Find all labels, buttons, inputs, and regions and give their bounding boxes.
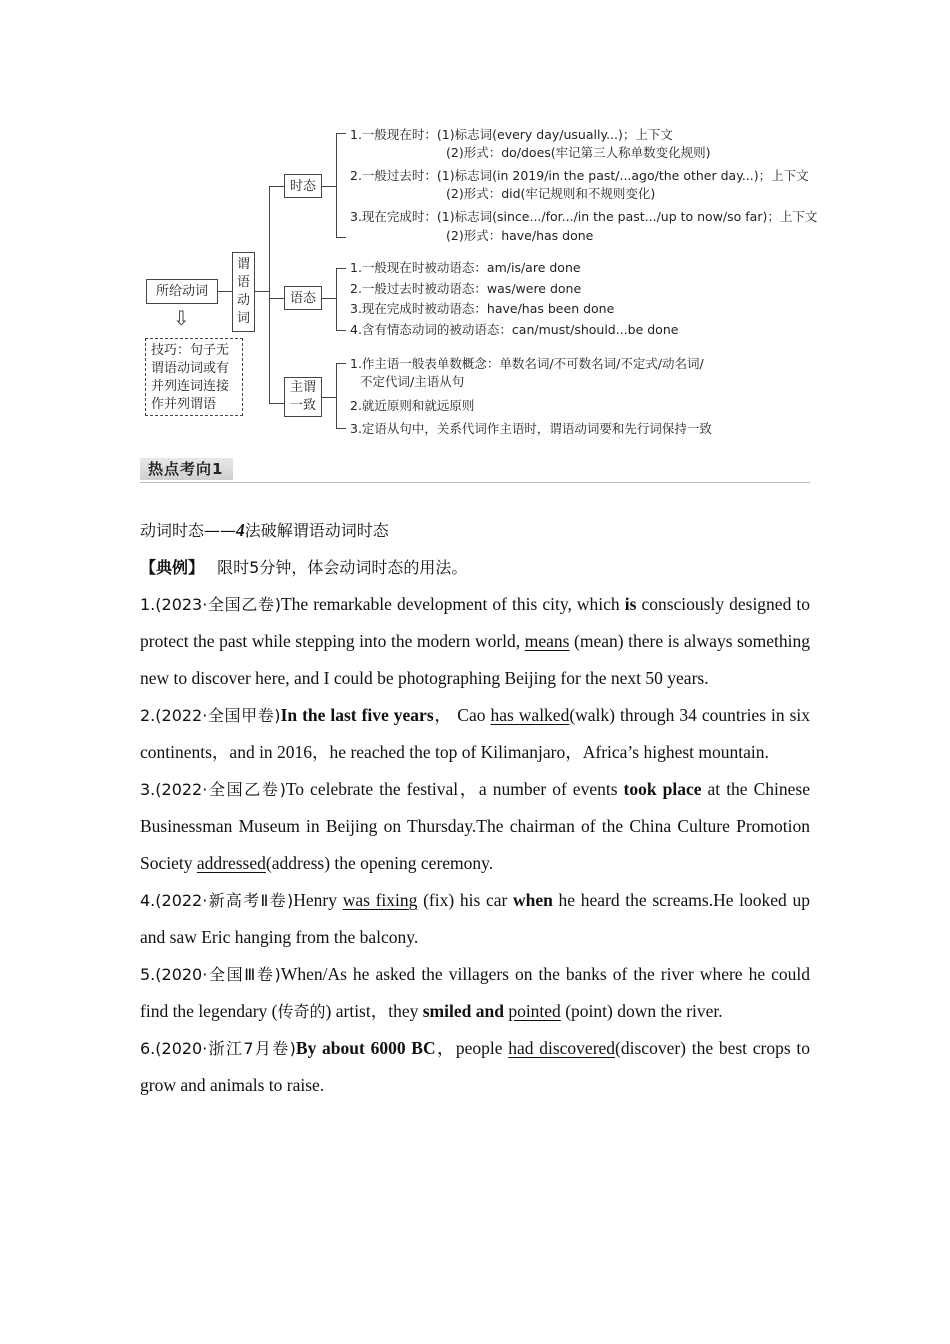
connector	[336, 268, 346, 269]
root-node: 所给动词	[146, 279, 218, 304]
agreement-line: 1.作主语一般表单数概念：单数名词/不可数名词/不定式/动名词/	[350, 356, 704, 371]
subtitle	[140, 512, 810, 549]
grammar-mind-map	[0, 0, 950, 450]
tense-line: (2)形式：have/has done	[446, 228, 594, 243]
exercise-item-6	[140, 1030, 810, 1104]
voice-line: 3.现在完成时被动语态：have/has been done	[350, 301, 615, 316]
connector	[336, 237, 346, 238]
tip-line: 并列连词连接	[151, 379, 230, 394]
item-text: Henry	[293, 890, 343, 910]
section-tag: 热点考向1	[140, 458, 233, 480]
voice-line: 1.一般现在时被动语态：am/is/are done	[350, 260, 581, 275]
connector	[322, 298, 336, 299]
verb-char: 动	[236, 293, 250, 308]
tense-node: 时态	[284, 174, 322, 198]
item-answer: has walked	[490, 705, 570, 725]
tense-line: 2.一般过去时：(1)标志词(in 2019/in the past/...ago/the other day...)；上下文	[350, 168, 809, 183]
connector	[322, 186, 336, 187]
item-answer: had discovered	[508, 1038, 616, 1058]
tense-line: (2)形式：do/does(牢记第三人称单数变化规则)	[446, 145, 711, 160]
exercise-item-3	[140, 771, 810, 882]
agreement-node	[284, 377, 322, 417]
item-answer: means	[524, 631, 570, 651]
connector	[336, 133, 346, 134]
voice-node: 语态	[284, 286, 322, 310]
verb-node	[232, 252, 255, 332]
voice-line: 4.含有情态动词的被动语态：can/must/should...be done	[350, 322, 679, 337]
connector	[269, 298, 284, 299]
exercise-item-1	[140, 586, 810, 697]
connector	[336, 268, 337, 331]
agreement-line: 2.就近原则和就远原则	[350, 398, 475, 413]
down-arrow-icon: ⇩	[173, 306, 190, 330]
connector	[269, 186, 284, 187]
item-hint: smiled and	[422, 1001, 504, 1021]
exercise-item-4	[140, 882, 810, 956]
tense-line: 1.一般现在时：(1)标志词(every day/usually...)；上下文	[350, 127, 673, 142]
verb-char: 语	[236, 275, 250, 290]
section-header	[140, 458, 810, 483]
subtitle-post: 法破解谓语动词时态	[244, 521, 389, 540]
item-source: 1.(2023·全国乙卷)	[140, 595, 281, 614]
connector	[269, 186, 270, 404]
verb-char: 词	[236, 311, 250, 326]
verb-char: 谓	[236, 257, 250, 272]
tense-line: (2)形式：did(牢记规则和不规则变化)	[446, 186, 656, 201]
agreement-label: 一致	[289, 398, 316, 413]
item-source: 2.(2022·全国甲卷)	[140, 706, 281, 725]
item-text: To celebrate the festival，a number of events	[285, 779, 624, 799]
connector	[336, 330, 346, 331]
exercise-content	[140, 512, 810, 1104]
item-text: at the Chinese Businessman Museum in Beijing on Thursday.The chairman of the China Culture Promotion Society	[140, 779, 810, 873]
connector	[255, 291, 269, 292]
connector	[336, 363, 346, 364]
tip-line: 技巧：句子无	[151, 343, 230, 358]
voice-line: 2.一般过去时被动语态：was/were done	[350, 281, 582, 296]
item-source: 6.(2020·浙江7月卷)	[140, 1039, 296, 1058]
connector	[336, 428, 346, 429]
item-text: (address) the opening ceremony.	[265, 853, 494, 873]
example-text: 限时5分钟，体会动词时态的用法。	[217, 558, 468, 577]
item-text: (point) down the river.	[560, 1001, 723, 1021]
example-intro	[140, 549, 810, 586]
connector	[336, 363, 337, 429]
tip-box	[145, 338, 243, 416]
item-text: (discover) the best crops to grow and animals to raise.	[140, 1038, 811, 1095]
connector	[336, 133, 337, 238]
item-text: (walk) through 34 countries in six continents，and in 2016，he reached the top of Kilimanjaro，Africa’s highest mountain.	[140, 705, 810, 762]
item-hint: when	[513, 890, 553, 910]
item-text: he heard the screams.He looked up and saw Eric hanging from the balcony.	[140, 890, 810, 947]
item-answer: was fixing	[342, 890, 418, 910]
agreement-label: 主谓	[289, 380, 316, 395]
item-source: 4.(2022·新高考Ⅱ卷)	[140, 891, 294, 910]
item-text: consciously designed to protect the past while stepping into the modern world,	[140, 594, 810, 651]
item-hint: is	[624, 594, 637, 614]
tip-line: 谓语动词或有	[151, 361, 230, 376]
connector	[269, 403, 284, 404]
subtitle-num: 4	[236, 520, 245, 540]
item-text: ， Cao	[433, 705, 491, 725]
item-hint: In the last five years	[280, 705, 434, 725]
item-text: ，people	[435, 1038, 509, 1058]
connector	[218, 291, 232, 292]
item-gloss: 传奇的	[277, 1002, 326, 1021]
exercise-item-2	[140, 697, 810, 771]
tense-line: 3.现在完成时：(1)标志词(since.../for.../in the past.../up to now/so far)；上下文	[350, 209, 818, 224]
item-answer: pointed	[508, 1001, 561, 1021]
item-hint: took place	[623, 779, 702, 799]
item-text: ) artist，they	[325, 1001, 423, 1021]
subtitle-pre: 动词时态——	[140, 521, 237, 540]
item-hint: By about 6000 BC	[295, 1038, 436, 1058]
exercise-item-5	[140, 956, 810, 1030]
item-text: The remarkable development of this city, which	[280, 594, 625, 614]
agreement-line: 3.定语从句中，关系代词作主语时，谓语动词要和先行词保持一致	[350, 421, 712, 436]
item-text: (mean) there is always something new to discover here, and I could be photographing Beijing for the next 50 years.	[140, 631, 810, 688]
item-answer: addressed	[196, 853, 266, 873]
item-text: When/As he asked the villagers on the banks of the river where he could find the legendary (	[140, 964, 810, 1021]
item-source: 5.(2020·全国Ⅲ卷)	[140, 965, 281, 984]
tip-line: 作并列谓语	[151, 397, 217, 412]
connector	[322, 397, 336, 398]
item-text: (fix) his car	[417, 890, 513, 910]
agreement-line: 不定代词/主语从句	[360, 374, 465, 389]
item-source: 3.(2022·全国乙卷)	[140, 780, 286, 799]
example-label: 【典例】	[140, 558, 205, 577]
